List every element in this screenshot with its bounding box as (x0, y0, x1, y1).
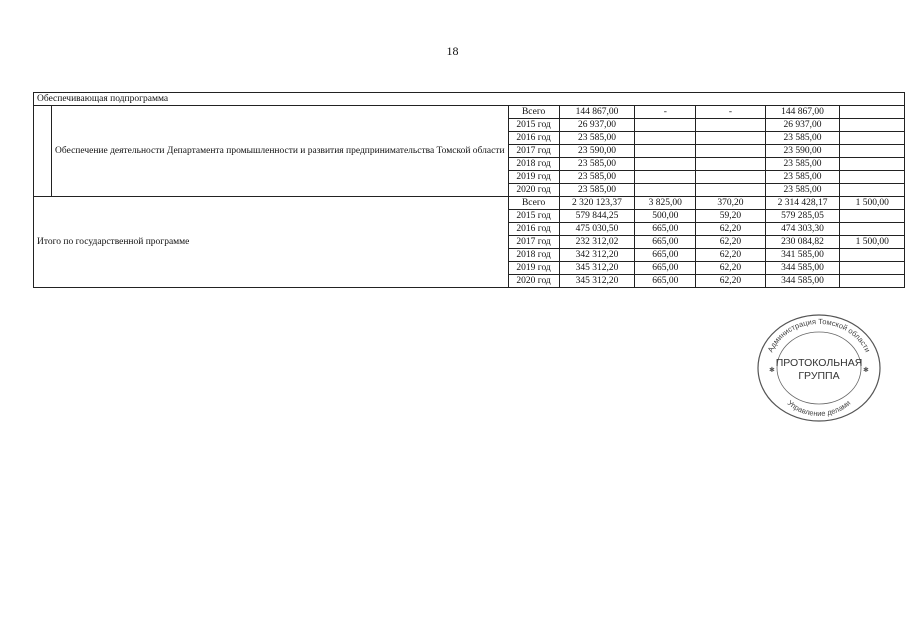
value-cell: 1 500,00 (840, 197, 905, 210)
value-cell (840, 158, 905, 171)
value-cell: 26 937,00 (765, 119, 840, 132)
value-cell: 345 312,20 (559, 275, 635, 288)
period-cell: 2018 год (508, 158, 559, 171)
indent-cell (34, 106, 52, 197)
value-cell: 474 303,30 (765, 223, 840, 236)
value-cell: 341 585,00 (765, 249, 840, 262)
value-cell (635, 184, 696, 197)
period-cell: Всего (508, 106, 559, 119)
subprogram-name: Обеспечение деятельности Департамента промышленности и развития предпринимательства Томской области (52, 106, 509, 197)
value-cell: 23 585,00 (559, 171, 635, 184)
value-cell: 23 585,00 (559, 184, 635, 197)
period-cell: 2020 год (508, 184, 559, 197)
value-cell: 579 844,25 (559, 210, 635, 223)
period-cell: 2017 год (508, 236, 559, 249)
value-cell: 500,00 (635, 210, 696, 223)
value-cell (840, 262, 905, 275)
value-cell: 370,20 (696, 197, 765, 210)
svg-text:✱: ✱ (769, 367, 775, 374)
section-header-row (34, 93, 905, 106)
value-cell (635, 171, 696, 184)
value-cell: 59,20 (696, 210, 765, 223)
period-cell: 2019 год (508, 262, 559, 275)
value-cell: 665,00 (635, 223, 696, 236)
period-cell: 2015 год (508, 210, 559, 223)
value-cell: 144 867,00 (559, 106, 635, 119)
svg-text:ПРОТОКОЛЬНАЯ: ПРОТОКОЛЬНАЯ (775, 357, 863, 369)
stamp-seal-icon (755, 312, 883, 424)
value-cell (696, 184, 765, 197)
value-cell (840, 249, 905, 262)
svg-text:Управление делами: Управление делами (785, 398, 853, 419)
value-cell: 344 585,00 (765, 275, 840, 288)
value-cell: 1 500,00 (840, 236, 905, 249)
period-cell: 2018 год (508, 249, 559, 262)
value-cell (635, 158, 696, 171)
value-cell (635, 145, 696, 158)
value-cell (696, 132, 765, 145)
period-cell: 2015 год (508, 119, 559, 132)
period-cell: 2016 год (508, 132, 559, 145)
value-cell: 665,00 (635, 249, 696, 262)
value-cell: 23 590,00 (765, 145, 840, 158)
value-cell: 665,00 (635, 236, 696, 249)
value-cell: - (696, 106, 765, 119)
value-cell: 62,20 (696, 223, 765, 236)
value-cell (696, 158, 765, 171)
value-cell: 342 312,20 (559, 249, 635, 262)
value-cell (840, 171, 905, 184)
value-cell: 23 585,00 (765, 132, 840, 145)
value-cell: 232 312,02 (559, 236, 635, 249)
official-stamp (755, 312, 883, 424)
value-cell: 2 320 123,37 (559, 197, 635, 210)
value-cell: 3 825,00 (635, 197, 696, 210)
value-cell (696, 145, 765, 158)
value-cell (635, 119, 696, 132)
subprogram-row (34, 106, 905, 119)
period-cell: Всего (508, 197, 559, 210)
period-cell: 2016 год (508, 223, 559, 236)
value-cell: 62,20 (696, 275, 765, 288)
value-cell: 579 285,05 (765, 210, 840, 223)
value-cell (840, 145, 905, 158)
value-cell (840, 275, 905, 288)
value-cell (840, 119, 905, 132)
value-cell (840, 210, 905, 223)
value-cell: 344 585,00 (765, 262, 840, 275)
value-cell (840, 223, 905, 236)
period-cell: 2017 год (508, 145, 559, 158)
svg-text:Администрация Томской области: Администрация Томской области (765, 316, 873, 354)
total-row (34, 197, 905, 210)
budget-table (33, 92, 905, 288)
page-number: 18 (446, 44, 459, 58)
value-cell: 26 937,00 (559, 119, 635, 132)
value-cell (696, 119, 765, 132)
svg-text:ГРУППА: ГРУППА (798, 370, 840, 382)
value-cell: 23 585,00 (559, 158, 635, 171)
value-cell (696, 171, 765, 184)
period-cell: 2019 год (508, 171, 559, 184)
value-cell: 665,00 (635, 275, 696, 288)
section-title: Обеспечивающая подпрограмма (34, 93, 905, 106)
value-cell (635, 132, 696, 145)
value-cell: 23 585,00 (765, 184, 840, 197)
value-cell: 230 084,82 (765, 236, 840, 249)
total-name: Итого по государственной программе (34, 197, 509, 288)
value-cell (840, 106, 905, 119)
value-cell: 62,20 (696, 262, 765, 275)
value-cell: 144 867,00 (765, 106, 840, 119)
value-cell: 2 314 428,17 (765, 197, 840, 210)
period-cell: 2020 год (508, 275, 559, 288)
value-cell: 345 312,20 (559, 262, 635, 275)
value-cell: 62,20 (696, 249, 765, 262)
value-cell: 23 585,00 (765, 158, 840, 171)
value-cell: 665,00 (635, 262, 696, 275)
value-cell: 62,20 (696, 236, 765, 249)
value-cell: 23 585,00 (559, 132, 635, 145)
svg-text:✱: ✱ (863, 367, 869, 374)
value-cell (840, 132, 905, 145)
value-cell: - (635, 106, 696, 119)
value-cell: 23 585,00 (765, 171, 840, 184)
value-cell (840, 184, 905, 197)
value-cell: 475 030,50 (559, 223, 635, 236)
value-cell: 23 590,00 (559, 145, 635, 158)
